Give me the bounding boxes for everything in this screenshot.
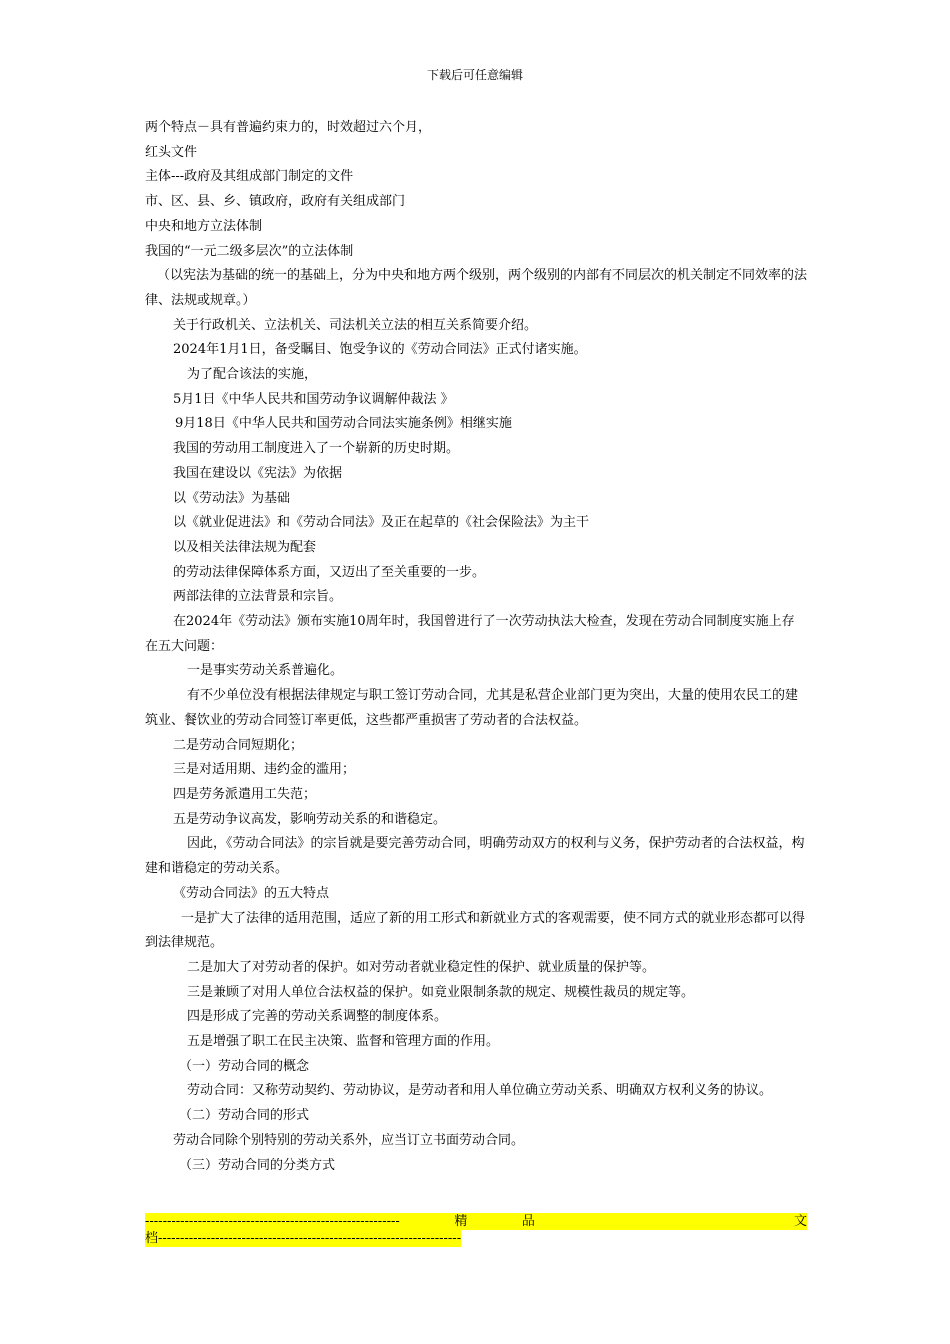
paragraph: 以《就业促进法》和《劳动合同法》及正在起草的《社会保险法》为主干	[173, 515, 590, 531]
page-header: 下载后可任意编辑	[426, 68, 523, 82]
paragraph: 五是劳动争议高发，影响劳动关系的和谐稳定。	[173, 811, 447, 827]
paragraph: 以《劳动法》为基础	[173, 490, 291, 506]
paragraph: 红头文件	[145, 144, 198, 160]
paragraph: 5月1日《中华人民共和国劳动争议调解仲裁法 》	[173, 391, 454, 407]
paragraph: 《劳动合同法》的五大特点	[173, 885, 330, 901]
paragraph: 二是加大了对劳动者的保护。如对劳动者就业稳定性的保护、就业质量的保护等。	[187, 959, 656, 975]
paragraph: 主体---政府及其组成部门制定的文件	[145, 169, 354, 185]
paragraph: 二是劳动合同短期化；	[173, 737, 304, 753]
footer-dashes: ----------------------------------------------------------	[145, 1214, 400, 1229]
paragraph: 有不少单位没有根据法律规定与职工签订劳动合同，尤其是私营企业部门更为突出，大量的使用农民工的建筑业、餐饮业的劳动合同签订率更低，这些都严重损害了劳动者的合法权益。	[145, 688, 799, 728]
paragraph: 9月18日《中华人民共和国劳动合同法实施条例》相继实施	[175, 416, 512, 432]
paragraph: 一是事实劳动关系普遍化。	[187, 663, 344, 679]
paragraph: 三是兼顾了对用人单位合法权益的保护。如竟业限制条款的规定、规模性裁员的规定等。	[187, 984, 695, 1000]
paragraph: 两部法律的立法背景和宗旨。	[173, 589, 343, 605]
paragraph: （以宪法为基础的统一的基础上，分为中央和地方两个级别，两个级别的内部有不同层次的机关制定不同效率的法律、法规或规章。）	[145, 268, 808, 308]
footer-banner	[145, 1213, 807, 1247]
paragraph: 关于行政机关、立法机关、司法机关立法的相互关系简要介绍。	[173, 317, 538, 333]
footer-word-1: 精	[454, 1214, 468, 1229]
paragraph: 2024年1月1日，备受瞩目、饱受争议的《劳动合同法》正式付诸实施。	[173, 342, 587, 358]
footer-line-1	[145, 1213, 807, 1230]
paragraph: 四是劳务派遣用工失范；	[173, 786, 317, 802]
paragraph: 因此，《劳动合同法》的宗旨就是要完善劳动合同，明确劳动双方的权利与义务，保护劳动者的合法权益，构建和谐稳定的劳动关系。	[145, 836, 805, 877]
paragraph: 四是形成了完善的劳动关系调整的制度体系。	[187, 1009, 448, 1025]
paragraph: 劳动合同除个别特别的劳动关系外，应当订立书面劳动合同。	[173, 1132, 525, 1148]
paragraph: 五是增强了职工在民主决策、监督和管理方面的作用。	[187, 1034, 500, 1050]
paragraph: 两个特点－具有普遍约束力的，时效超过六个月，	[145, 120, 432, 135]
footer-line-2: 档---------------------------------------------------------------------	[145, 1231, 462, 1246]
paragraph: 一是扩大了法律的适用范围，适应了新的用工形式和新就业方式的客观需要，使不同方式的就业形态都可以得到法律规范。	[145, 910, 806, 951]
paragraph: （一）劳动合同的概念	[179, 1058, 310, 1074]
paragraph: 我国的劳动用工制度进入了一个崭新的历史时期。	[173, 441, 460, 457]
paragraph: （三）劳动合同的分类方式	[179, 1157, 336, 1173]
paragraph: 劳动合同：又称劳动契约、劳动协议，是劳动者和用人单位确立劳动关系、明确双方权利义务的协议。	[187, 1083, 773, 1099]
paragraph: （二）劳动合同的形式	[179, 1108, 310, 1124]
footer-word-2: 品	[521, 1214, 535, 1229]
paragraph: 市、区、县、乡、镇政府，政府有关组成部门	[145, 194, 406, 210]
footer-word-3: 文	[793, 1214, 807, 1229]
paragraph: 为了配合该法的实施，	[187, 367, 318, 383]
paragraph: 我国的“一元二级多层次”的立法体制	[145, 243, 354, 259]
document-body	[145, 116, 807, 1178]
paragraph: 在2024年《劳动法》颁布实施10周年时，我国曾进行了一次劳动执法大检查，发现在劳动合同制度实施上存在五大问题：	[145, 614, 795, 654]
paragraph: 以及相关法律法规为配套	[173, 539, 317, 555]
paragraph: 中央和地方立法体制	[145, 218, 263, 234]
paragraph: 三是对适用期、违约金的滥用；	[173, 762, 356, 778]
paragraph: 的劳动法律保障体系方面，又迈出了至关重要的一步。	[173, 564, 486, 580]
paragraph: 我国在建设以《宪法》为依据	[173, 465, 343, 481]
